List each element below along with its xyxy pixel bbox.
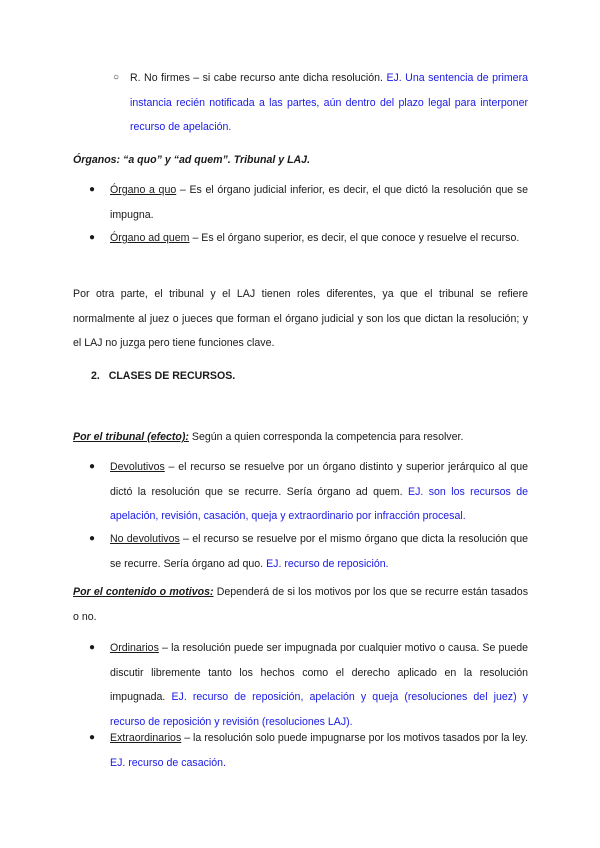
ordinarios-term: Ordinarios <box>110 642 159 654</box>
section-number: 2. <box>91 370 100 382</box>
no-firmes-paragraph <box>130 66 528 140</box>
bullet-icon: ● <box>88 184 96 195</box>
bullet-icon: ● <box>88 732 96 743</box>
bullet-icon: ● <box>88 642 96 653</box>
por-contenido-intro <box>73 580 528 629</box>
organo-ad-quem-text: – Es el órgano superior, es decir, el que conoce y resuelve el recurso. <box>189 232 520 244</box>
por-tribunal-label: Por el tribunal (efecto): <box>73 431 189 443</box>
extraordinarios-example: EJ. recurso de casación. <box>110 756 226 769</box>
devolutivos-text: – el recurso se resuelve por un órgano distinto y superior jerárquico al que dictó la resolución que se recurre. Sería órgano ad quem. <box>110 461 528 498</box>
devolutivos-item <box>110 455 528 529</box>
tribunal-laj-paragraph: Por otra parte, el tribunal y el LAJ tienen roles diferentes, ya que el tribunal se refiere normalmente al juez o jueces que forman el órgano judicial y son los que dictan la resolución; y el LAJ no juzga pero tiene funciones clave. <box>73 288 528 349</box>
devolutivos-term: Devolutivos <box>110 461 165 473</box>
organo-a-quo-text: – Es el órgano judicial inferior, es decir, el que dictó la resolución que se impugna. <box>110 184 528 221</box>
organo-ad-quem-term: Órgano ad quem <box>110 232 190 244</box>
no-firmes-text: R. No firmes – si cabe recurso ante dicha resolución. <box>130 72 383 84</box>
bullet-icon: ● <box>88 232 96 243</box>
no-devolutivos-text: – el recurso se resuelve por el mismo órgano que dicta la resolución que se recurre. Sería órgano ad quo. <box>110 533 528 570</box>
extraordinarios-item <box>110 726 528 775</box>
no-devolutivos-term: No devolutivos <box>110 533 180 545</box>
organos-title: Órganos: “a quo” y “ad quem”. Tribunal y LAJ. <box>73 154 311 166</box>
organo-a-quo-term: Órgano a quo <box>110 184 177 196</box>
devolutivos-example: EJ. son los recursos de apelación, revisión, casación, queja y extraordinario por infracción procesal. <box>110 485 529 522</box>
extraordinarios-text: – la resolución solo puede impugnarse por los motivos tasados por la ley. <box>181 732 528 744</box>
no-firmes-example: EJ. Una sentencia de primera instancia recién notificada a las partes, aún dentro del plazo legal para interponer recurso de apelación. <box>130 72 528 133</box>
ordinarios-example: EJ. recurso de reposición, apelación y queja (resoluciones del juez) y recurso de reposición y revisión (resoluciones LAJ). <box>110 691 528 728</box>
ordinarios-item <box>110 636 528 734</box>
section-title: CLASES DE RECURSOS. <box>108 370 236 382</box>
por-contenido-label: Por el contenido o motivos: <box>73 586 214 598</box>
por-tribunal-text: Según a quien corresponda la competencia para resolver. <box>188 431 464 443</box>
section-heading <box>91 364 528 389</box>
extraordinarios-term: Extraordinarios <box>110 732 182 744</box>
por-contenido-text: Dependerá de si los motivos por los que se recurre están tasados o no. <box>73 586 528 623</box>
no-devolutivos-item <box>110 527 528 576</box>
bullet-icon: ● <box>88 533 96 544</box>
ordinarios-text: – la resolución puede ser impugnada por cualquier motivo o causa. Se puede discutir libremente tanto los hechos como el derecho aplicado en la resolución impugnada. <box>110 642 528 703</box>
organo-ad-quem-item <box>110 226 528 251</box>
hollow-bullet-icon: ○ <box>112 72 120 83</box>
bullet-icon: ● <box>88 461 96 472</box>
no-devolutivos-example: EJ. recurso de reposición. <box>266 557 389 570</box>
organo-a-quo-item <box>110 178 528 227</box>
por-tribunal-intro <box>73 425 528 450</box>
